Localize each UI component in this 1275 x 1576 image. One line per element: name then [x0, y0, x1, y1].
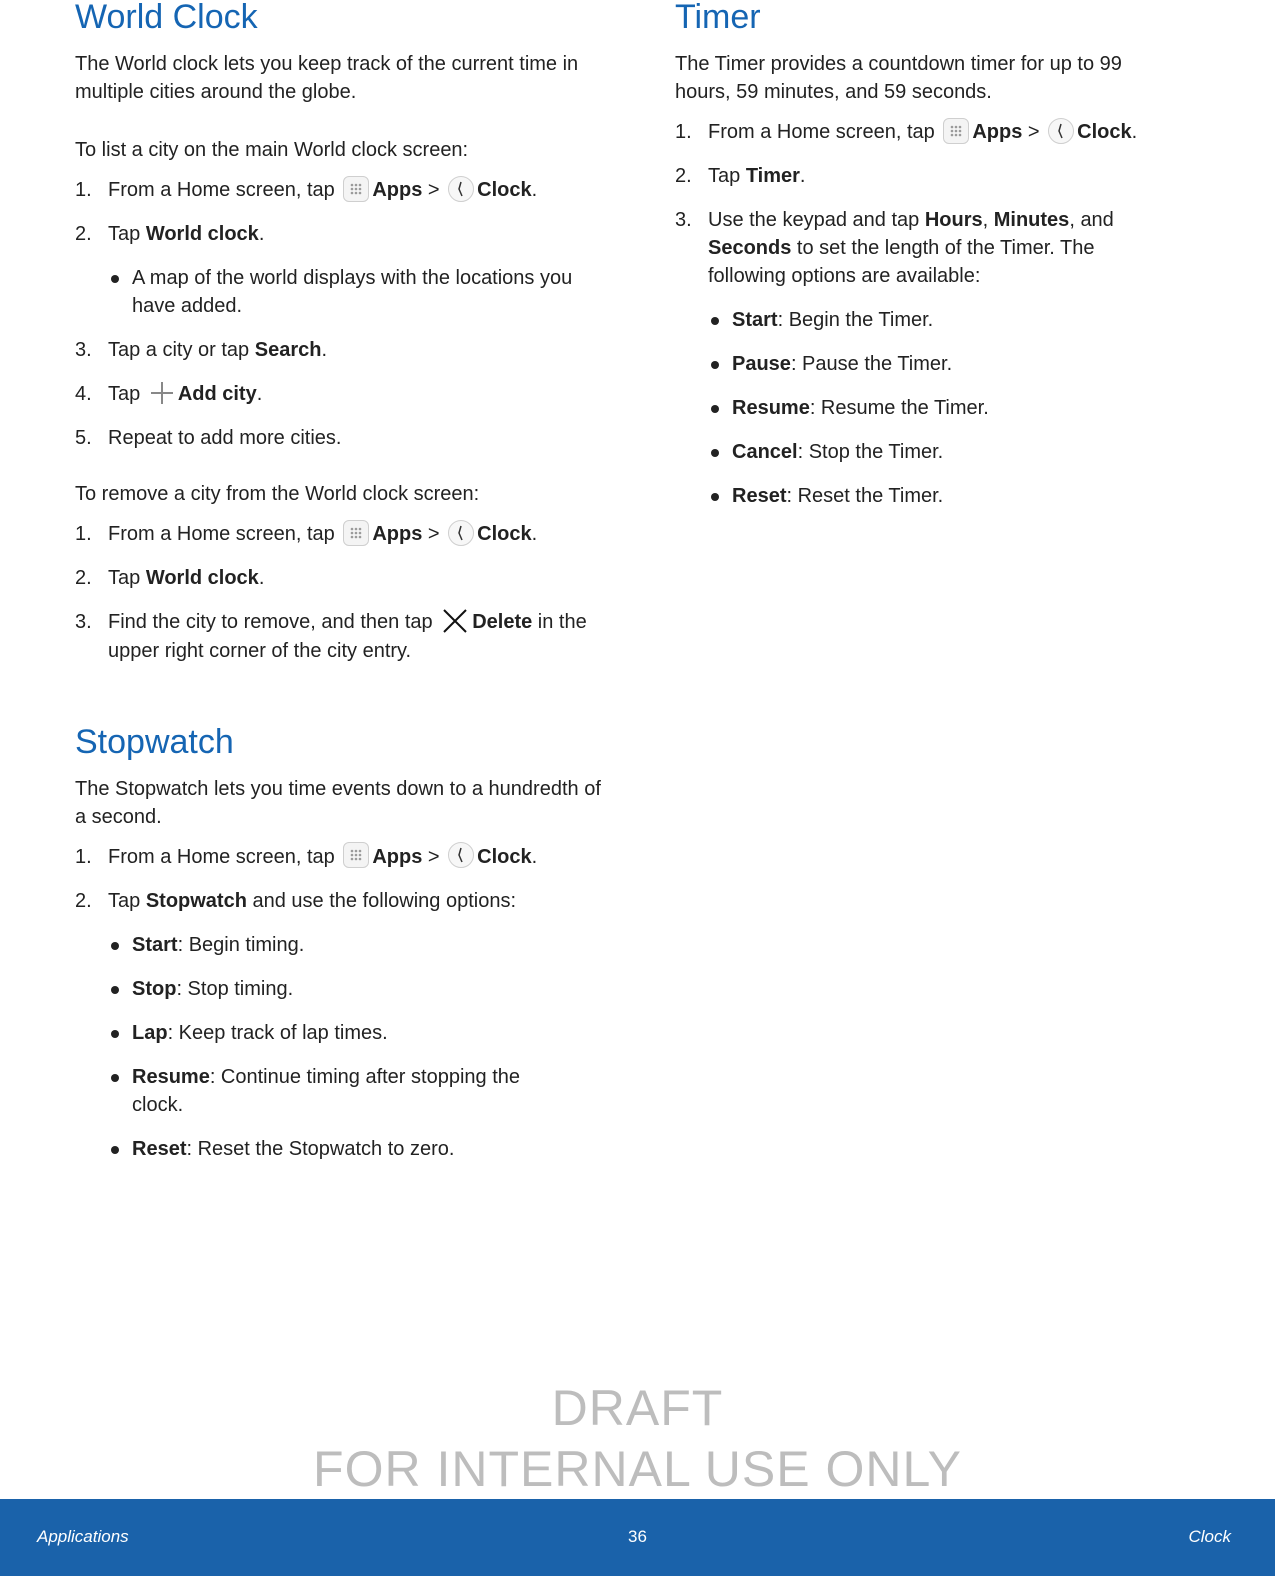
list-item: Pause: Pause the Timer.	[708, 350, 1148, 378]
clock-icon	[1048, 118, 1074, 144]
footer-section: Applications	[37, 1527, 129, 1546]
stopwatch-heading: Stopwatch	[75, 722, 234, 761]
world-clock-add-steps	[75, 176, 605, 452]
left-column	[75, 0, 605, 1163]
list-item: 2. Tap World clock. A map of the world displays with the locations you have added.	[75, 220, 605, 320]
list-item: 4. Tap Add city.	[75, 380, 605, 408]
world-clock-heading: World Clock	[75, 0, 258, 36]
page-footer	[0, 1499, 1275, 1576]
world-clock-intro: The World clock lets you keep track of the current time in multiple cities around the globe.	[75, 53, 579, 103]
stopwatch-intro: The Stopwatch lets you time events down to a hundredth of a second.	[75, 777, 601, 828]
right-column	[675, 0, 1195, 510]
apps-icon	[343, 176, 369, 202]
list-item: 1. From a Home screen, tap Apps > Clock.	[75, 843, 605, 871]
stopwatch-options	[108, 931, 605, 1163]
apps-icon	[343, 842, 369, 868]
footer-chapter: Clock	[1188, 1527, 1231, 1546]
list-item: 3. Use the keypad and tap Hours, Minutes, and Seconds to set the length of the Timer. The following options are available: Start: Begin the Timer. Pause: Pause the Timer. Resume: Resume the Timer. Cancel: Stop the Timer. Reset: Reset the Timer.	[675, 206, 1148, 510]
list-item: A map of the world displays with the locations you have added.	[108, 264, 605, 320]
list-item: 1. From a Home screen, tap Apps > Clock.	[675, 118, 1195, 146]
list-item: 5. Repeat to add more cities.	[75, 427, 342, 449]
clock-icon	[448, 520, 474, 546]
draft-watermark: DRAFT	[551, 1380, 724, 1436]
list-item: 2. Tap World clock.	[75, 567, 265, 589]
page-number: 36	[628, 1527, 647, 1546]
timer-heading: Timer	[675, 0, 761, 36]
list-item: Stop: Stop timing.	[108, 975, 605, 1003]
world-clock-bullets	[108, 264, 605, 320]
apps-icon	[943, 118, 969, 144]
timer-intro: The Timer provides a countdown timer for up to 99 hours, 59 minutes, and 59 seconds.	[675, 53, 1122, 103]
world-clock-remove-steps	[75, 520, 605, 665]
clock-icon	[448, 176, 474, 202]
clock-icon	[448, 842, 474, 868]
stopwatch-steps	[75, 843, 605, 1163]
list-item: Resume: Continue timing after stopping the clock.	[108, 1063, 532, 1119]
timer-options	[708, 306, 1148, 510]
plus-icon	[149, 380, 175, 406]
list-item: 2. Tap Timer.	[675, 165, 806, 187]
world-clock-list-intro: To list a city on the main World clock screen:	[75, 139, 469, 161]
list-item: Start: Begin the Timer.	[708, 306, 1148, 334]
list-item: Cancel: Stop the Timer.	[708, 438, 1148, 466]
list-item: Reset: Reset the Timer.	[708, 482, 1148, 510]
list-item: 1. From a Home screen, tap Apps > Clock.	[75, 176, 605, 204]
list-item: Resume: Resume the Timer.	[708, 394, 1148, 422]
list-item: 1. From a Home screen, tap Apps > Clock.	[75, 520, 605, 548]
list-item: 3. Find the city to remove, and then tap Delete in the upper right corner of the city entry.	[75, 608, 605, 665]
internal-use-watermark: FOR INTERNAL USE ONLY	[313, 1441, 962, 1497]
apps-icon	[343, 520, 369, 546]
close-icon	[441, 607, 469, 635]
world-clock-remove-intro: To remove a city from the World clock screen:	[75, 483, 480, 505]
list-item: 2. Tap Stopwatch and use the following options: Start: Begin timing. Stop: Stop timing. Lap: Keep track of lap times. Resume: Continue timing after stopping the clock. Reset: Reset the Stopwatch to zero.	[75, 887, 605, 1163]
list-item: Lap: Keep track of lap times.	[108, 1019, 605, 1047]
list-item: Reset: Reset the Stopwatch to zero.	[108, 1135, 605, 1163]
list-item: Start: Begin timing.	[108, 931, 605, 959]
timer-steps	[675, 118, 1195, 510]
list-item: 3. Tap a city or tap Search.	[75, 339, 328, 361]
